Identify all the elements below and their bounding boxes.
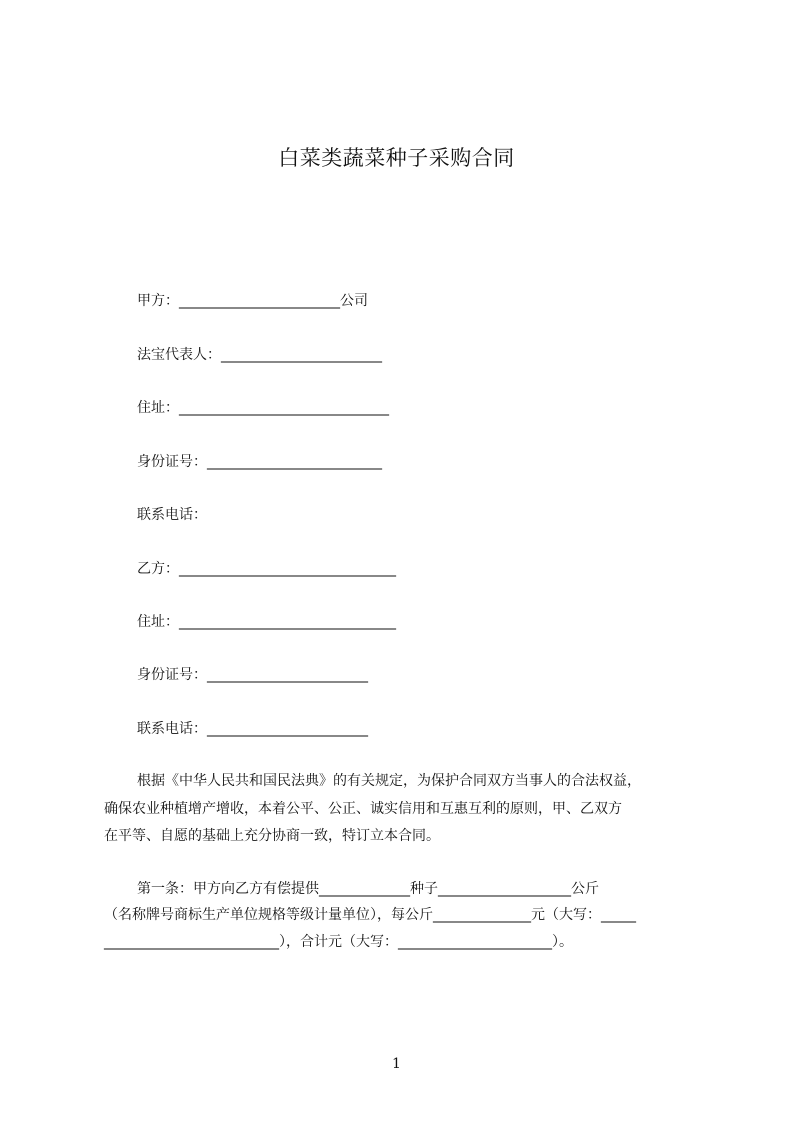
page-number: 1: [392, 1056, 401, 1072]
preamble-line-2: 确保农业种植增产增收，本着公平、公正、诚实信用和互惠互利的原则，甲、乙双方: [104, 801, 622, 817]
preamble-line-1: 根据《中华人民共和国民法典》的有关规定，为保护合同双方当事人的合法权益，: [137, 773, 641, 789]
party-a-phone-field: 联系电话：: [137, 507, 207, 523]
article1-line-3: _________________________），合计元（大写：______________________）。: [104, 934, 573, 950]
party-b-phone-field: 联系电话：_______________________: [137, 721, 368, 737]
article1-line-1: 第一条：甲方向乙方有偿提供_____________种子___________________公斤: [137, 881, 599, 897]
legal-representative-field: 法宝代表人：_______________________: [137, 347, 382, 363]
preamble-line-3: 在平等、自愿的基础上充分协商一致，特订立本合同。: [104, 828, 440, 844]
party-b-id-number-field: 身份证号：_______________________: [137, 667, 368, 683]
party-b-address-field: 住址：_______________________________: [137, 614, 396, 630]
party-a-id-number-field: 身份证号：_________________________: [137, 454, 382, 470]
party-a-name-field: 甲方：_______________________公司: [137, 293, 368, 309]
party-a-address-field: 住址：______________________________: [137, 400, 389, 416]
party-b-name-field: 乙方：_______________________________: [137, 561, 396, 577]
document-title: 白菜类蔬菜种子采购合同: [278, 146, 515, 170]
article1-line-2: （名称牌号商标生产单位规格等级计量单位），每公斤______________元（大写：_____: [104, 907, 636, 923]
